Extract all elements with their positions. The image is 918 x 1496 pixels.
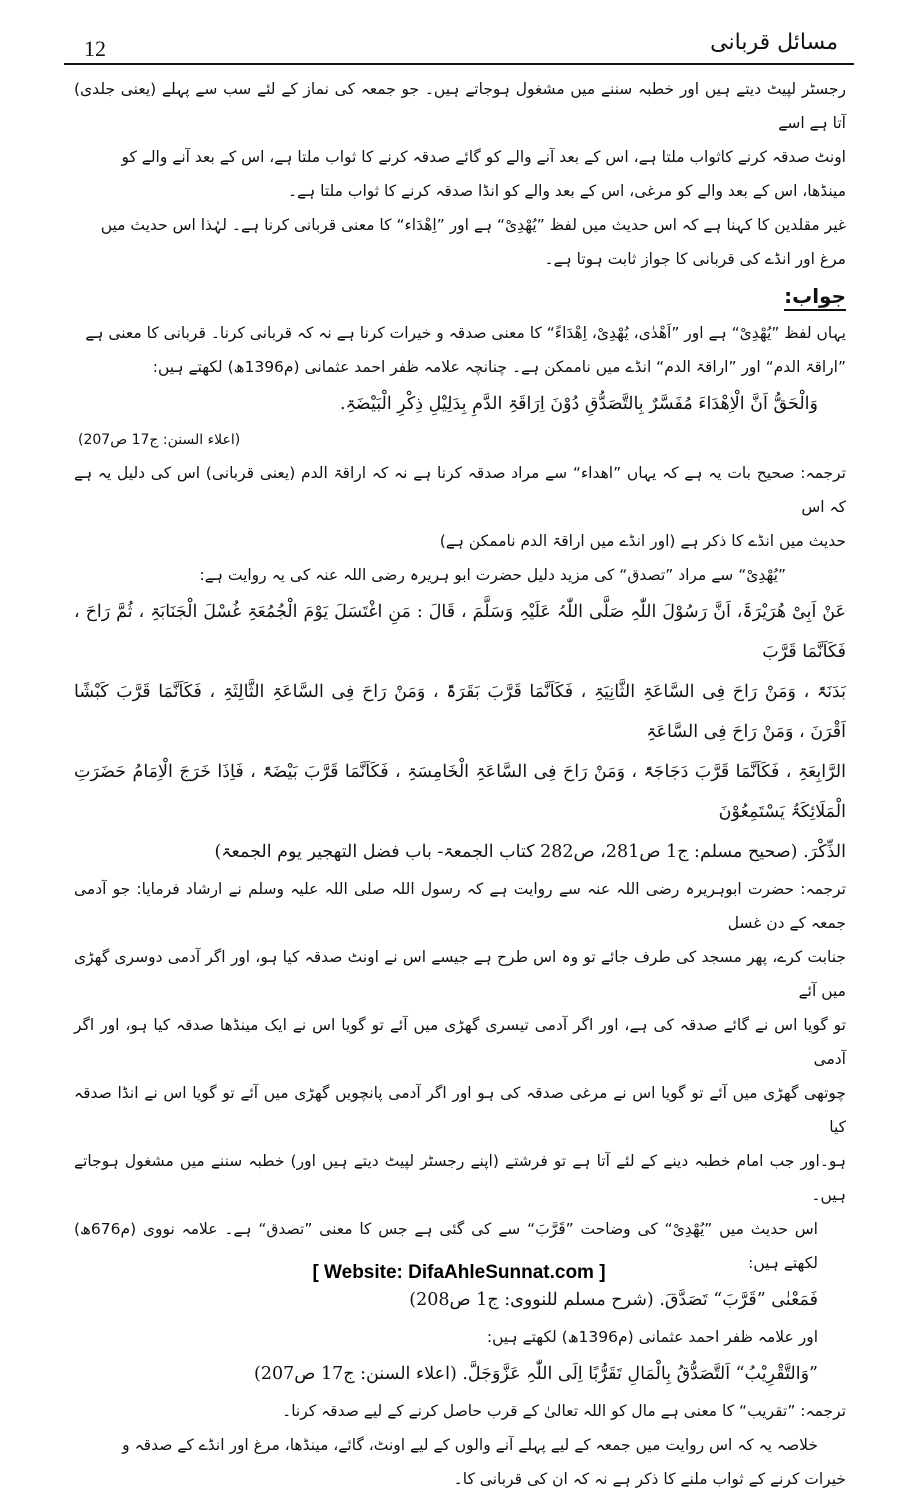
paragraph-2 [74, 208, 846, 276]
book-title: مسائل قربانی [710, 30, 838, 55]
text-line: ترجمہ: صحیح بات یہ ہے کہ یہاں ”اھداء“ سے مراد صدقہ کرنا ہے نہ کہ اراقۃ الدم (یعنی قربانی) اس کی دلیل یہ ہے کہ اس [74, 464, 846, 516]
text-line: خلاصہ یہ کہ اس روایت میں جمعہ کے لیے پہلے آنے والوں کے لیے اونٹ، گائے، مینڈھا، مرغ اور انڈے کے صدقہ و [122, 1436, 818, 1454]
text-line: ”اراقۃ الدم“ اور ”اراقۃ الدم“ انڈے میں ناممکن ہے۔ چنانچہ علامہ ظفر احمد عثمانی (م1396ھ) لکھتے ہیں: [152, 358, 846, 376]
text-line: مرغ اور انڈے کی قربانی کا جواز ثابت ہوتا ہے۔ [544, 250, 846, 268]
text-line: حدیث میں انڈے کا ذکر ہے (اور انڈے میں اراقۃ الدم ناممکن ہے) [439, 532, 846, 550]
paragraph-5: ”یُھْدِیْ“ سے مراد ”تصدق“ کی مزید دلیل حضرت ابو ہریرہ رضی اللہ عنہ کی یہ روایت ہے: [199, 566, 786, 584]
text-line: رجسٹر لپیٹ دیتے ہیں اور خطبہ سننے میں مشغول ہوجاتے ہیں۔ جو جمعہ کی نماز کے لئے سب سے پہلے (یعنی جلدی) آتا ہے اسے [74, 80, 846, 132]
paragraph-3 [74, 316, 846, 384]
text-line: مینڈھا، اس کے بعد والے کو مرغی، اس کے بعد والے کو انڈا صدقہ کرنے کا ثواب ملتا ہے۔ [287, 182, 846, 200]
hadith-line: بَدَنَۃً ، وَمَنْ رَاحَ فِی السَّاعَۃِ الثَّانِیَۃِ ، فَکَاَنَّمَا قَرَّبَ بَقَرَۃً ، وَمَنْ رَاحَ فِی السَّاعَۃِ الثَّالِثَۃِ ، فَکَاَنَّمَا قَرَّبَ کَبْشًا اَقْرَنَ ، وَمَنْ رَاحَ فِی السَّاعَۃِ [74, 682, 846, 742]
answer-heading: جواب: [74, 276, 846, 316]
paragraph-4 [74, 456, 846, 558]
paragraph-10 [74, 1428, 846, 1496]
text-line: جنابت کرے، پھر مسجد کی طرف جائے تو وہ اس طرح ہے جیسے اس نے اونٹ صدقہ کیا ہو، اور اگر آدمی دوسری گھڑی میں آئے [74, 948, 846, 1000]
text-line: خیرات کرنے کے ثواب ملنے کا ذکر ہے نہ کہ ان کی قربانی کا۔ [453, 1470, 846, 1488]
arabic-quote-2: فَمَعْنٰی ”قَرَّبَ“ تَصَدَّقَ. (شرح مسلم للنووی: ج1 ص208) [409, 1290, 818, 1310]
paragraph-7: اس حدیث میں ”یُھْدِیْ“ کی وضاحت ”قَرَّبَ“ سے کی گئی ہے جس کا معنی ”تصدق“ ہے۔ علامہ نووی (م676ھ) لکھتے ہیں: [74, 1220, 818, 1272]
reference-1: (اعلاء السنن: ج17 ص207) [78, 432, 241, 448]
paragraph-6 [74, 872, 846, 1212]
paragraph-8: اور علامہ ظفر احمد عثمانی (م1396ھ) لکھتے ہیں: [486, 1328, 818, 1346]
text-line: اونٹ صدقہ کرنے کاثواب ملتا ہے، اس کے بعد آنے والے کو گائے صدقہ کرنے کا ثواب ملتا ہے، اس کے بعد آنے والے کو [121, 148, 846, 166]
hadith-line: الرَّابِعَۃِ ، فَکَاَنَّمَا قَرَّبَ دَجَاجَۃً ، وَمَنْ رَاحَ فِی السَّاعَۃِ الْخَامِسَۃِ ، فَکَاَنَّمَا قَرَّبَ بَیْضَۃً ، فَاِذَا خَرَجَ الْاِمَامُ حَضَرَتِ الْمَلَائِکَۃُ یَسْتَمِعُوْنَ [74, 762, 846, 822]
text-line: چوتھی گھڑی میں آئے تو گویا اس نے مرغی صدقہ کی ہو اور اگر آدمی پانچویں گھڑی میں آئے تو گویا اس نے انڈا صدقہ کیا [74, 1084, 846, 1136]
arabic-quote-1: وَالْحَقُّ اَنَّ الْاِھْدَاءَ مُفَسَّرٌ بِالتَّصَدُّقِ دُوْنَ اِرَاقَۃِ الدَّمِ بِدَلِیْلِ ذِکْرِ الْبَیْضَۃِ. [339, 394, 818, 414]
text-line: یہاں لفظ ”یُھْدِیْ“ ہے اور ”اَھْدٰی، یُھْدِیْ، اِھْدَاءً“ کا معنی صدقہ و خیرات کرنا ہے نہ کہ قربانی کرنا۔ قربانی کا معنی ہے [85, 324, 846, 342]
page-header [0, 0, 918, 68]
hadith-line: عَنْ اَبِیْ ھُرَیْرَۃَ، اَنَّ رَسُوْلَ اللّٰہِ صَلَّی اللّٰہُ عَلَیْہِ وَسَلَّمَ ، قَالَ : مَنِ اغْتَسَلَ یَوْمَ الْجُمُعَۃِ غُسْلَ الْجَنَابَۃِ ، ثُمَّ رَاحَ ، فَکَاَنَّمَا قَرَّبَ [74, 602, 846, 662]
text-line: تو گویا اس نے گائے صدقہ کی ہے، اور اگر آدمی تیسری گھڑی میں آئے تو گویا اس نے ایک مینڈھا صدقہ کیا ہو، اور اگر آدمی [74, 1016, 846, 1068]
text-line: ہو۔اور جب امام خطبہ دینے کے لئے آتا ہے تو فرشتے (اپنے رجسٹر لپیٹ دیتے ہیں اور) خطبہ سننے میں مشغول ہوجاتے ہیں۔ [74, 1152, 846, 1204]
arabic-quote-3: ”وَالتَّقْرِیْبُ“ اَلتَّصَدُّقُ بِالْمَالِ تَقَرُّبًا اِلَی اللّٰہِ عَزَّوَجَلَّ. (اعلاء السنن: ج17 ص207) [254, 1364, 818, 1384]
page-number: 12 [84, 36, 106, 61]
paragraph-9: ترجمہ: ”تقریب“ کا معنی ہے مال کو اللہ تعالیٰ کے قرب حاصل کرنے کے لیے صدقہ کرنا۔ [282, 1402, 846, 1420]
text-line: غیر مقلدین کا کہنا ہے کہ اس حدیث میں لفظ ”یُھْدِیْ“ ہے اور ”اِھْدَاء“ کا معنی قربانی کرنا ہے۔ لہٰذا اس حدیث میں [100, 216, 846, 234]
text-line: ترجمہ: حضرت ابوہریرہ رضی اللہ عنہ سے روایت ہے کہ رسول اللہ صلی اللہ علیہ وسلم نے ارشاد فرمایا: جو آدمی جمعہ کے دن غسل [74, 880, 846, 932]
paragraph-1 [74, 72, 846, 208]
header-divider [64, 63, 854, 65]
hadith-line: الذِّکْرَ. (صحیح مسلم: ج1 ص281، ص282 کتاب الجمعۃ- باب فضل التھجیر یوم الجمعۃ) [214, 842, 846, 862]
website-footer: [ Website: DifaAhleSunnat.com ] [312, 1262, 606, 1283]
arabic-hadith [74, 592, 846, 872]
